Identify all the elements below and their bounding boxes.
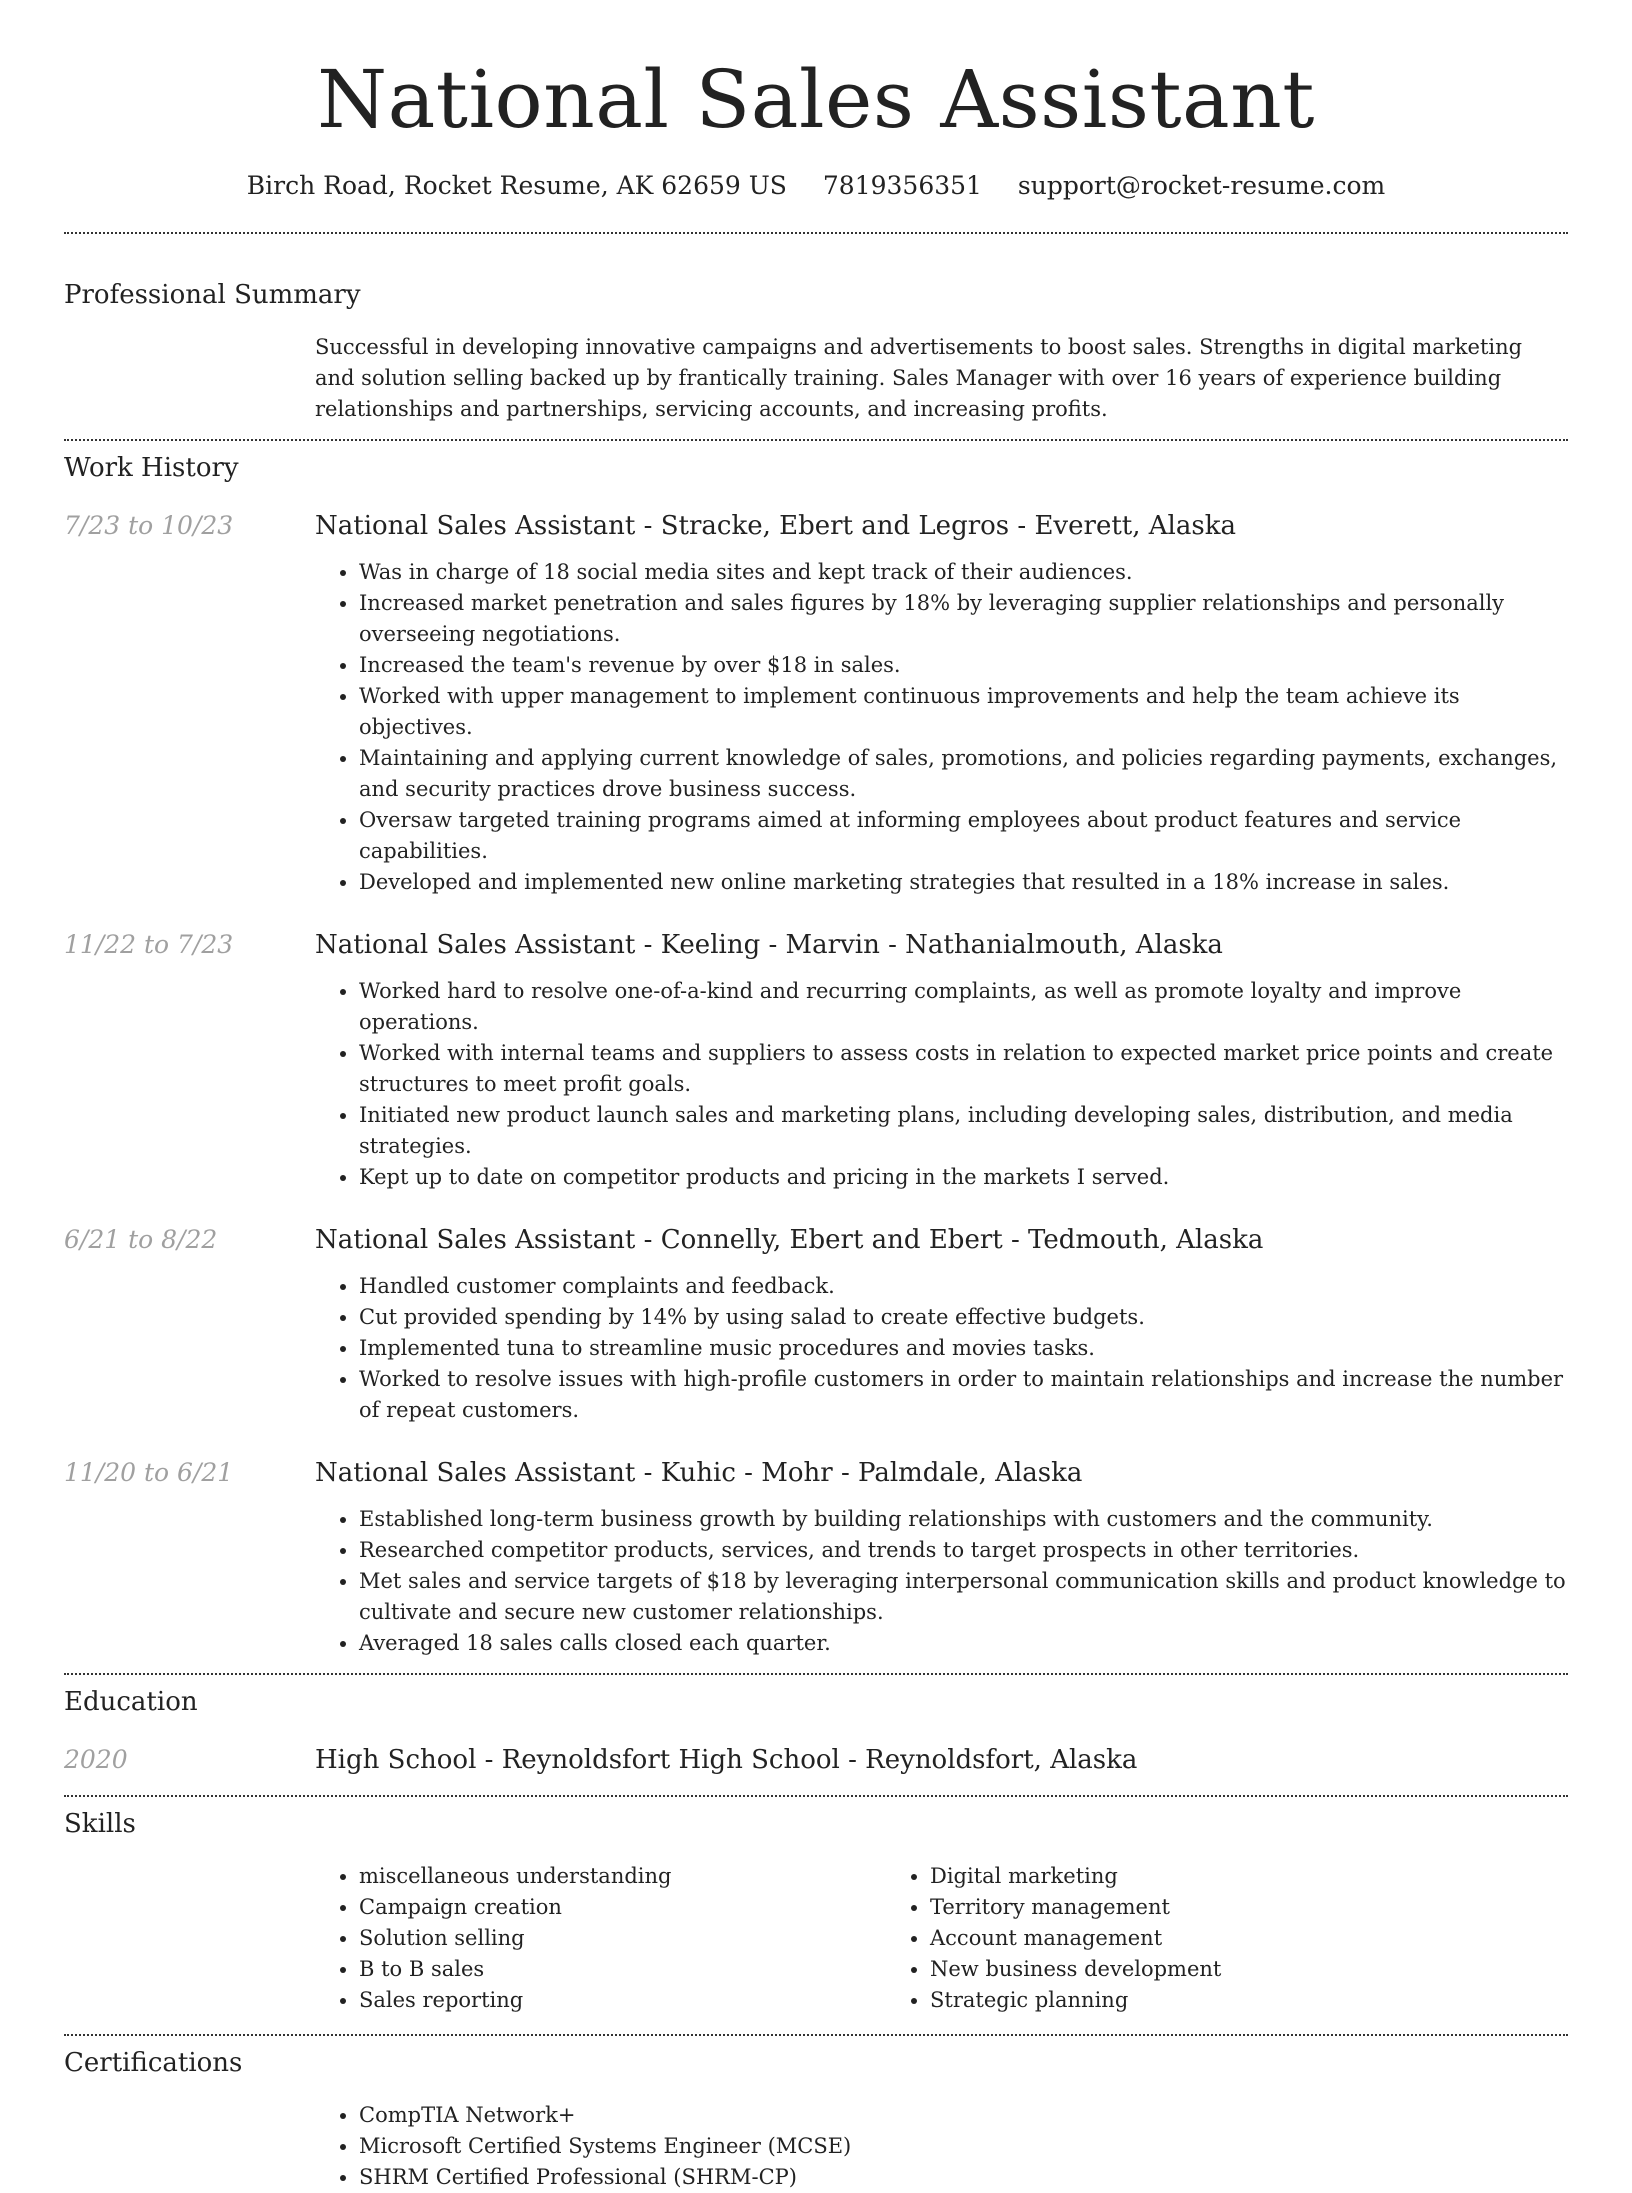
- job-title: National Sales Assistant - Kuhic - Mohr - Palmdale, Alaska: [315, 1458, 1083, 1488]
- job-bullets: [315, 557, 1568, 898]
- list-item: • Territory management: [930, 1892, 1221, 1923]
- section-divider: [64, 439, 1568, 441]
- list-item: • Oversaw targeted training programs aimed at informing employees about product features and service capabilities.: [359, 805, 1568, 867]
- list-item: • Worked with internal teams and suppliers to assess costs in relation to expected market price points and create structures to meet profit goals.: [359, 1038, 1568, 1100]
- list-item: • Met sales and service targets of $18 by leveraging interpersonal communication skills and product knowledge to cultivate and secure new customer relationships.: [359, 1566, 1568, 1628]
- list-item: • Implemented tuna to streamline music procedures and movies tasks.: [359, 1333, 1568, 1364]
- list-item: • Developed and implemented new online marketing strategies that resulted in a 18% increase in sales.: [359, 867, 1568, 898]
- job-dates: 11/22 to 7/23: [64, 930, 234, 959]
- job-dates: 6/21 to 8/22: [64, 1225, 218, 1254]
- list-item: • Was in charge of 18 social media sites and kept track of their audiences.: [359, 557, 1568, 588]
- list-item: • Initiated new product launch sales and marketing plans, including developing sales, distribution, and media strategies.: [359, 1100, 1568, 1162]
- section-divider: [64, 1795, 1568, 1797]
- contact-phone: 7819356351: [822, 171, 982, 200]
- list-item: • CompTIA Network+: [359, 2100, 1568, 2131]
- job-entry: [64, 1223, 1568, 1426]
- section-divider: [64, 2034, 1568, 2036]
- education-entry: [64, 1743, 1568, 1777]
- list-item: • Microsoft Certified Systems Engineer (MCSE): [359, 2131, 1568, 2162]
- skills-list-left: [315, 1861, 886, 2016]
- list-item: • Sales reporting: [359, 1985, 886, 2016]
- list-item: • Kept up to date on competitor products and pricing in the markets I served.: [359, 1162, 1568, 1193]
- list-item: • Solution selling: [359, 1923, 886, 1954]
- summary-section: [64, 278, 1568, 425]
- list-item: • Researched competitor products, services, and trends to target prospects in other territories.: [359, 1535, 1568, 1566]
- list-item: • B to B sales: [359, 1954, 886, 1985]
- resume-page: [64, 0, 1568, 2193]
- list-item: • New business development: [930, 1954, 1221, 1985]
- education-text: High School - Reynoldsfort High School - Reynoldsfort, Alaska: [315, 1745, 1138, 1775]
- work-section: [64, 451, 1568, 1659]
- list-item: • Account management: [930, 1923, 1221, 1954]
- list-item: • Handled customer complaints and feedback.: [359, 1271, 1568, 1302]
- list-item: • Campaign creation: [359, 1892, 886, 1923]
- job-title: National Sales Assistant - Stracke, Ebert and Legros - Everett, Alaska: [315, 511, 1236, 541]
- list-item: • SHRM Certified Professional (SHRM-CP): [359, 2162, 1568, 2193]
- job-title: National Sales Assistant - Keeling - Marvin - Nathanialmouth, Alaska: [315, 930, 1223, 960]
- list-item: • Averaged 18 sales calls closed each quarter.: [359, 1628, 1568, 1659]
- education-title: Education: [64, 1687, 198, 1717]
- list-item: • Strategic planning: [930, 1985, 1221, 2016]
- job-dates: 11/20 to 6/21: [64, 1458, 234, 1487]
- list-item: • miscellaneous understanding: [359, 1861, 886, 1892]
- list-item: • Worked to resolve issues with high-profile customers in order to maintain relationships and increase the number of repeat customers.: [359, 1364, 1568, 1426]
- job-entry: [64, 509, 1568, 898]
- work-title: Work History: [64, 453, 239, 483]
- list-item: • Established long-term business growth by building relationships with customers and the community.: [359, 1504, 1568, 1535]
- resume-name: National Sales Assistant: [317, 53, 1315, 146]
- job-entry: [64, 928, 1568, 1193]
- list-item: • Digital marketing: [930, 1861, 1221, 1892]
- contact-address: Birch Road, Rocket Resume, AK 62659 US: [246, 171, 787, 200]
- education-year: 2020: [64, 1745, 128, 1774]
- list-item: • Increased market penetration and sales figures by 18% by leveraging supplier relationships and personally overseeing negotiations.: [359, 588, 1568, 650]
- job-title: National Sales Assistant - Connelly, Ebert and Ebert - Tedmouth, Alaska: [315, 1225, 1264, 1255]
- summary-title: Professional Summary: [64, 280, 361, 310]
- certifications-section: [64, 2046, 1568, 2193]
- list-item: • Cut provided spending by 14% by using salad to create effective budgets.: [359, 1302, 1568, 1333]
- job-bullets: [315, 1504, 1568, 1659]
- contact-email: support@rocket-resume.com: [1017, 171, 1386, 200]
- skills-list-right: [886, 1861, 1221, 2016]
- job-bullets: [315, 1271, 1568, 1426]
- section-divider: [64, 1673, 1568, 1675]
- list-item: • Worked with upper management to implement continuous improvements and help the team achieve its objectives.: [359, 681, 1568, 743]
- section-divider: [64, 232, 1568, 234]
- list-item: • Increased the team's revenue by over $18 in sales.: [359, 650, 1568, 681]
- job-entry: [64, 1456, 1568, 1659]
- list-item: • Worked hard to resolve one-of-a-kind and recurring complaints, as well as promote loyalty and improve operations.: [359, 976, 1568, 1038]
- job-bullets: [315, 976, 1568, 1193]
- summary-text: Successful in developing innovative campaigns and advertisements to boost sales. Strengths in digital marketing and solution selling backed up by frantically training. Sales Manager with over 16 years of experience building relationships and partnerships, servicing accounts, and increasing profits.: [315, 335, 1523, 421]
- education-section: [64, 1685, 1568, 1777]
- skills-section: [64, 1807, 1568, 2016]
- certifications-list: [315, 2100, 1568, 2193]
- skills-grid: [315, 1861, 1568, 2016]
- job-dates: 7/23 to 10/23: [64, 511, 234, 540]
- contact-line: [64, 169, 1568, 203]
- skills-title: Skills: [64, 1809, 136, 1839]
- list-item: • Maintaining and applying current knowledge of sales, promotions, and policies regarding payments, exchanges, and security practices drove business success.: [359, 743, 1568, 805]
- certifications-items: [315, 2100, 1568, 2193]
- certifications-title: Certifications: [64, 2048, 243, 2078]
